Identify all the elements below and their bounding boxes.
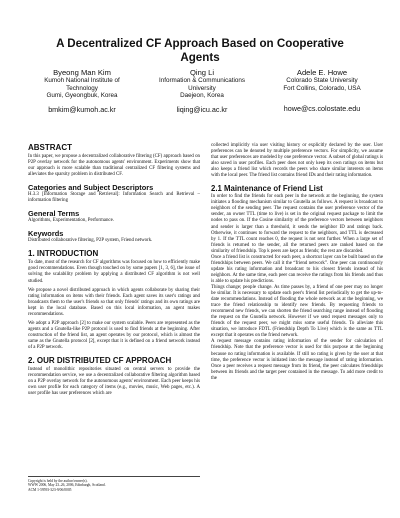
author-name: Byeong Man Kim [53,68,111,77]
body-paragraph: collected implicitly via user visiting history or explicitly declared by the user. User preferences can be denoted by multiple preference vectors. For simplicity, we assume that user preferences are modeled by one preference vector. A subset of global ratings is also saved in user profiles. Each peer does not only keep its own ratings on items but also keeps a friend list which records the peers who share similar interests on items with the local peer. The friend list contains friend IDs and their rating information. [211,143,383,179]
intro-paragraph: We propose a novel distributed approach in which agents collaborate by sharing their rating information on items with their friends. Each agent saves its user's ratings and broadcasts them to the user's friends so that only friends' ratings and its own ratings are kept in the local database. Based on this local information, an agent makes recommendations. [28,287,200,317]
categories-heading: Categories and Subject Descriptors [28,183,154,193]
author-location: Gumi, Gyeongbuk, Korea [46,92,118,100]
keywords-heading: Keywords [28,229,64,239]
keywords-text: Distributed collaborative filtering, P2P system, Friend network. [28,238,153,244]
author-block-2 [142,68,262,114]
footnote-line: Copyright is held by the author/owner(s). [28,479,88,483]
author-email: liqing@icu.ac.kr [176,104,228,114]
categories-text: H.3.3 [Information Storage and Retrieval]: Information Search and Retrieval –information filtering [28,192,200,204]
body-paragraph: Once a friend list is constructed for each peer, a shortcut layer can be built based on the friendships between peers. We call it the “friend network”. One peer can continuously update his rating information and broadcast to his closest friends instead of his neighbors. At the same time, each peer can receive the ratings from his friends and thus is able to update his predictions. [211,254,383,284]
abstract-heading: ABSTRACT [28,143,72,152]
author-affiliation: Information & Communications [158,77,246,84]
title-line-2: Agents [180,51,220,64]
author-affiliation: Colorado State University [286,77,358,84]
intro-paragraph: We adopt a P2P approach [2] to make our system scalable. Peers are represented as the agents and a Gnutella-like P2P protocol is used to find friends at the beginning. After construction of the friend list, an agent operates by our protocol, which is almost the same as the Gnutella protocol [2], except that it is defined on a friend network instead of a P2P network. [28,320,200,350]
author-email: howe@cs.colostate.edu [283,104,361,114]
author-location: Daejeon, Korea [180,92,224,100]
body-paragraph: In order to find the friends for each peer in the network at the beginning, the system initiates a flooding mechanism similar to Gnutella as follows. A request is broadcast to neighbors of the sending peer. The request contains the user preference vector of the sender, an owner TTL (time to live) is set in the original request package to limit the nodes to pass on. If the Cosine similarity of the preference vectors between neighbors and sender is larger than a threshold, it sends the neighbor ID and ratings back. Otherwise, it continues to forward the request to the neighbors, and TTL is decreased by 1. If the TTL count reaches 0, the request is not sent further. When a large set of friends is returned to the sender, all the returned peers are ranked based on the similarity of friendship. Top k peers are kept as friends; the rest are discarded. [211,194,383,254]
author-block-1 [22,68,142,114]
author-name: Adele E. Howe [296,68,348,77]
author-email: bmkim@kumoh.ac.kr [48,104,116,114]
author-location: Fort Collins, Colorado, USA [283,84,361,92]
author-block-3 [262,68,382,113]
author-name: Qing Li [189,68,215,77]
title-line-1: A Decentralized CF Approach Based on Cooperative [56,37,344,50]
terms-heading: General Terms [28,209,80,219]
section-heading: 2.1 Maintenance of Friend List [211,184,323,194]
body-paragraph: Things change; people change. As time passes by, a friend of one peer may no longer be similar. It is necessary to update each peer's friend list periodically to get the up-to-date recommendations. Instead of flooding the whole network as at the beginning, we trace the friend relationship to identify new friends. By requesting friends to recommend new friends, we can shorten the friend searching range instead of flooding the request on the Gnutella network. However if we send request messages only to friends of the request peer, we might miss some useful friends. To alleviate this situation, we introduce FDTL (Friendship Depth To Live) which is the same as TTL except that it operates on the friend network. [211,284,383,339]
copyright-footnote [28,476,200,492]
author-affiliation: Kumoh National Institute of [44,77,120,84]
abstract-text: In this paper, we propose a decentralized collaborative filtering (CF) approach based on P2P overlay network for the autonomous agents' environment. Experiments show that our approach is more scalable than traditional centralized CF filtering systems and alleviates the sparsity problem in distributed CF. [28,154,200,178]
approach-heading: 2. OUR DISTRIBUTED CF APPROACH [28,356,172,366]
approach-paragraph: Instead of monolithic repositories situated on central servers to provide the recommendation service, we use a decentralized collaborative filtering algorithm based on a P2P overlay network for the autonomous agents' environment. Each peer keeps his own user profile for each category of items (e.g., movies, music, Web pages, etc.). A user profile has user preferences which are [28,367,200,397]
terms-text: Algorithms, Experimentation, Performance. [28,218,114,224]
author-affiliation: Technology [66,84,98,92]
author-affiliation: University [188,84,216,92]
right-column [211,143,383,382]
footnote-line: WWW 2006, May 23–26, 2006, Edinburgh, Scotland. [28,483,106,488]
intro-heading: 1. INTRODUCTION [28,249,99,259]
left-column [28,143,200,397]
intro-paragraph: To date, most of the research for CF algorithms was focused on how to efficiently make good recommendations. Even though touched on by some papers [1, 3, 6], the issue of solving the scalability problem by applying a distributed CF algorithm is not well studied. [28,260,200,284]
footnote-line: ACM 1-59593-323-9/06/0005 [28,487,72,492]
body-paragraph: A request message contains rating information of the sender for calculation of friendship. Note that the preference vector is used for this purpose at the beginning because no rating information is available. If still no rating is given by the user at that time, the preference vector is initiated into the message instead of rating information. Once a peer receives a request message from its friend, the peer calculates friendships between its friends and the target peer contained in the message. To add more credit to the [211,339,383,381]
paper-title [20,37,380,65]
